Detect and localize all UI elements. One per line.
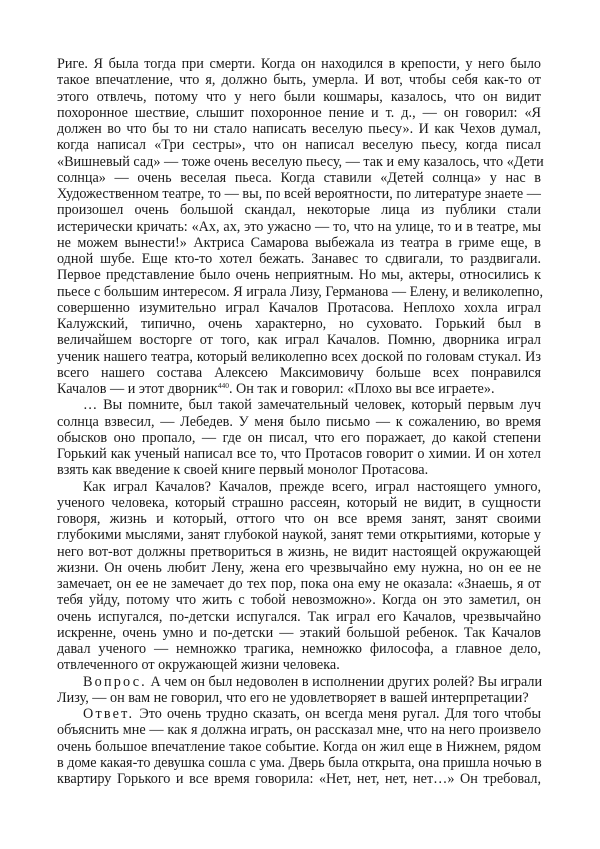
text-line bbox=[57, 674, 541, 690]
text-line: солнца взвесил, — Лебедев. У меня было письмо — к сожалению, во время bbox=[57, 413, 541, 430]
paragraph bbox=[57, 56, 544, 397]
text-line: Лизу, — он вам не говорил, что его не удовлетворяет в вашей интерпретации? bbox=[57, 689, 529, 706]
text-line: когда написал «Три сестры», что он написал веселую пьесу, когда писал bbox=[57, 137, 541, 154]
answer-paragraph bbox=[57, 706, 541, 787]
text-line: очень испугался, по-детски испугался. Так играл его Качалов, чрезвычайно bbox=[57, 608, 541, 625]
text-line: Риге. Я была тогда при смерти. Когда он находился в крепости, у него было bbox=[57, 56, 541, 72]
text-line: обысков оно пропало, — где он писал, что его поражает, до какой степени bbox=[57, 429, 541, 446]
question-label: Вопрос. bbox=[83, 673, 147, 690]
text-line: произошел очень большой скандал, некоторые лица из публики стали bbox=[57, 202, 541, 219]
text-line: похоронное шествие, слышит похоронное пение и т. д., — он говорил: «Я bbox=[57, 104, 541, 121]
text-line: в доме какая-то девушка сошла с ума. Дверь была открыта, она пришла ночью в bbox=[57, 754, 542, 771]
text-line: глубокими мыслями, занят глубокой наукой, занят теми открытиями, которые у bbox=[57, 527, 541, 544]
text-line: тебя уйду, потому что жить с тобой невозможно». Когда он это заметил, он bbox=[57, 592, 541, 609]
text-line: одной шубе. Еще кто-то хотел бежать. Занавес то сдвигали, то раздвигали. bbox=[57, 251, 541, 267]
text-line: ученого человека, который страшно рассеян, который не видит, в сущности bbox=[57, 494, 541, 511]
text-fragment: Качалов — и этот дворник bbox=[57, 381, 218, 397]
text-line: истерически кричать: «Ах, ах, это ужасно — то, что на улице, то и в театре, мы bbox=[57, 218, 541, 235]
paragraph bbox=[57, 479, 541, 674]
text-fragment: А чем он был недоволен в исполнении других ролей? Вы играли bbox=[146, 673, 543, 690]
text-line: Горький как ученый написал все то, что Протасов говорит о химии. И он хотел bbox=[57, 446, 541, 462]
text-line: отвлеченного от окружающей жизни человека. bbox=[57, 657, 340, 674]
text-line: жизни. Он очень любит Лену, жена его чрезвычайно ему нужна, но он ее не bbox=[57, 559, 541, 576]
answer-label: Ответ. bbox=[83, 706, 135, 722]
text-line: Первое представление было очень неприятным. Но мы, актеры, относились к bbox=[57, 267, 541, 284]
text-fragment: Это очень трудно сказать, он всегда меня ругал. Для того чтобы bbox=[134, 706, 541, 722]
document-page bbox=[57, 56, 544, 787]
text-line: очень большое впечатление такое событие. Когда он жил еще в Нижнем, рядом bbox=[57, 738, 541, 755]
text-line: давал ученого — немножко трагика, немножко философа, а главное дело, bbox=[57, 641, 541, 657]
text-line: Как играл Качалов? Качалов, прежде всего, играл настоящего умного, bbox=[83, 478, 541, 495]
text-line: «Вишневый сад» — тоже очень веселую пьесу, — так и ему казалось, что «Дети bbox=[57, 153, 544, 170]
text-line: величайшем восторге от того, как играл Качалов. Помню, дворника играл bbox=[57, 332, 541, 349]
text-line: объяснить мне — как я должна играть, он рассказал мне, что на него произвело bbox=[57, 722, 541, 739]
text-line: совершенно изумительно играл Качалов Протасова. Неплохо хохла играл bbox=[57, 299, 541, 316]
text-line: Калужский, типично, очень характерно, но суховато. Горький был в bbox=[57, 316, 541, 332]
text-line: искренне, очень умно и по-детски — этакий большой ребенок. Так Качалов bbox=[57, 624, 541, 641]
text-line: квартиру Горького и все время говорила: «Нет, нет, нет, нет…» Он требовал, bbox=[57, 771, 541, 787]
text-line: пьесе с большим интересом. Я играла Лизу, Германова — Елену, и великолепно, bbox=[57, 283, 544, 300]
text-line: взять как введение к своей книге первый монолог Протасова. bbox=[57, 462, 429, 479]
text-line: говоря, жизнь и который, оттого что он все время занят, занят своими bbox=[57, 511, 541, 527]
text-line: замечает, он ее не замечает до тех пор, пока она ему не оказала: «Знаешь, я от bbox=[57, 576, 541, 592]
text-line: должен во что бы то ни стало написать веселую пьесу». И как Чехов думал, bbox=[57, 121, 541, 137]
text-fragment: . Он так и говорил: «Плохо вы все играете». bbox=[228, 381, 495, 397]
footnote-reference[interactable]: 440 bbox=[217, 381, 229, 390]
text-line: такое впечатление, что я, должно быть, умерла. И вот, чтобы себя как-то от bbox=[57, 72, 541, 89]
paragraph bbox=[57, 397, 541, 478]
text-line: этого отвлечь, потому что у него были кошмары, казалось, что он видит bbox=[57, 88, 541, 105]
text-line: … Вы помните, был такой замечательный человек, который первым луч bbox=[83, 397, 541, 414]
text-line bbox=[57, 381, 541, 397]
text-line: всего нашего состава Алексею Максимовичу больше всех понравился bbox=[57, 364, 541, 381]
text-line: него вот-вот должны претвориться в жизнь, не видит настоящей окружающей bbox=[57, 543, 541, 560]
question-paragraph bbox=[57, 674, 541, 707]
text-line: Художественном театре, то — вы, по всей вероятности, по литературе знаете — bbox=[57, 186, 541, 202]
text-line: ученик нашего театра, который великолепно всех доской по головам стукал. Из bbox=[57, 348, 541, 365]
text-line bbox=[57, 706, 541, 722]
text-line: не можем вынести!» Актриса Самарова выбежала из театра в гриме еще, в bbox=[57, 234, 541, 251]
text-line: солнца» — очень веселая пьеса. Когда ставили «Детей солнца» у нас в bbox=[57, 169, 541, 186]
